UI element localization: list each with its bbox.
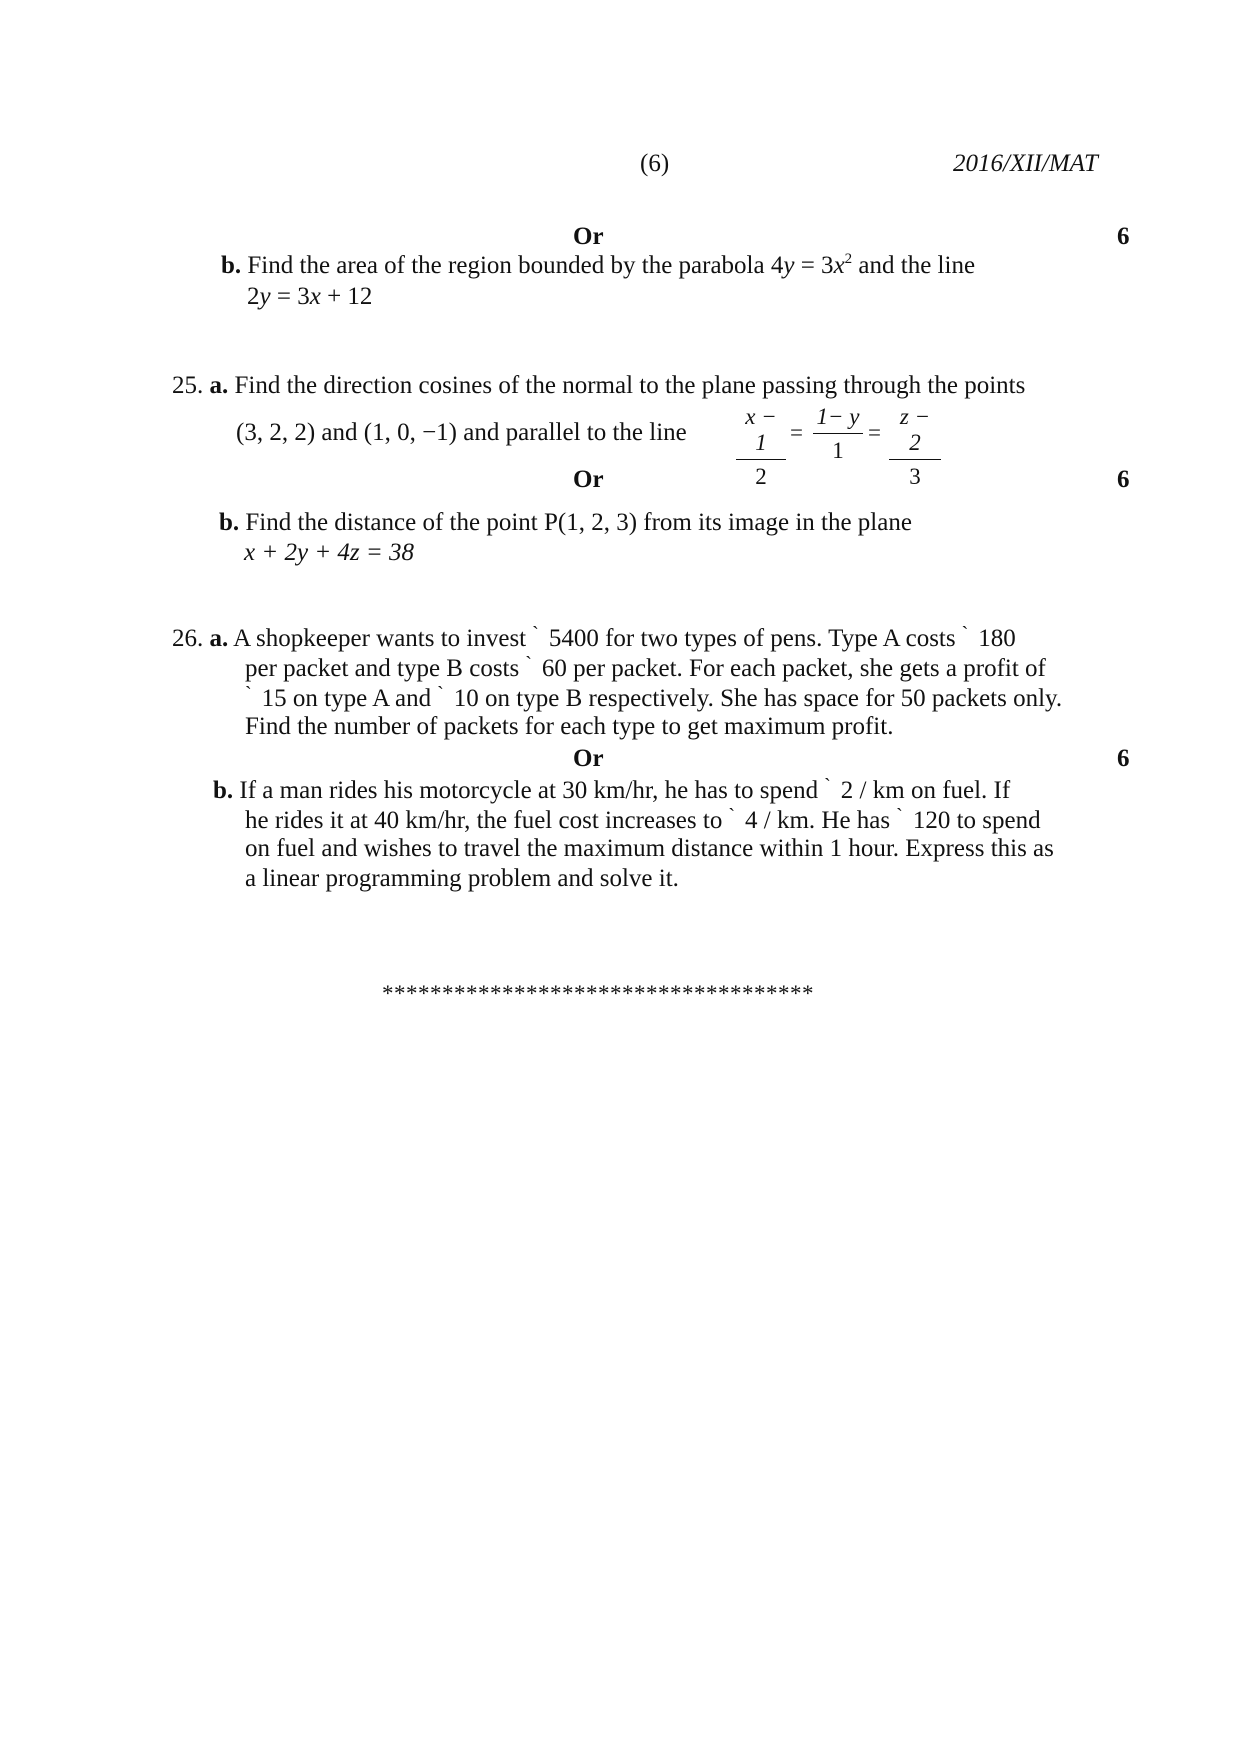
question-24b-line2 [247, 284, 372, 309]
or-label-24: Or [573, 223, 604, 250]
question-26a-line2 [245, 654, 1046, 681]
question-24b-line1 [221, 253, 975, 278]
equals-2: = [868, 420, 881, 445]
exponent: 2 [844, 251, 853, 267]
question-26b-line3: on fuel and wishes to travel the maximum distance within 1 hour. Express this as [245, 835, 1054, 862]
q24b-text: Find the area of the region bounded by the parabola 4 [247, 252, 784, 279]
var-y: y [783, 252, 795, 279]
equals-1: = [790, 420, 803, 445]
q25b-text: Find the distance of the point P(1, 2, 3) from its image in the plane [245, 509, 912, 536]
or-label-26: Or [573, 745, 604, 772]
q26a-text: A shopkeeper wants to invest [233, 625, 527, 652]
question-26a-line4: Find the number of packets for each type to get maximum profit. [245, 713, 894, 740]
fraction-2 [813, 404, 863, 464]
rupee-symbol: ` [532, 623, 539, 645]
q25a-text: Find the direction cosines of the normal to the plane passing through the points [234, 372, 1026, 399]
question-number: 26. [172, 625, 204, 652]
fraction-1-numerator: x − 1 [736, 404, 786, 460]
question-26a-line3 [245, 684, 1062, 711]
fraction-3-numerator: z − 2 [889, 404, 941, 460]
q26a-text: 10 on type B respectively. She has space for 50 packets only. [453, 685, 1063, 712]
fraction-3-denominator: 3 [909, 464, 921, 489]
q26a-text: per packet and type B costs [245, 655, 520, 682]
question-26a-line1 [172, 624, 1016, 651]
fraction-3 [889, 404, 941, 490]
q24b-text-end: and the line [852, 252, 976, 279]
question-26b-line4: a linear programming problem and solve it. [245, 865, 679, 892]
fraction-1-denominator: 2 [755, 464, 767, 489]
var-x: x [309, 283, 321, 310]
marks-26: 6 [1117, 745, 1130, 772]
q26a-text: 180 [978, 625, 1016, 652]
rupee-symbol: ` [961, 623, 969, 645]
rupee-symbol: ` [525, 653, 532, 675]
marks-24: 6 [1117, 223, 1130, 250]
q26b-text: 4 / km. He has [745, 807, 891, 834]
option-label: b. [219, 509, 240, 536]
const: + 12 [320, 283, 373, 310]
option-label: b. [213, 777, 234, 804]
question-26b-line1 [213, 776, 1010, 803]
option-label: a. [209, 625, 229, 652]
fraction-2-numerator: 1− y [813, 404, 863, 434]
question-26b-line2 [245, 806, 1041, 833]
fraction-2-denominator: 1 [832, 438, 844, 463]
page-number: (6) [640, 150, 670, 177]
var-x: x [833, 252, 845, 279]
paper-code: 2016/XII/MAT [953, 150, 1098, 177]
rupee-symbol: ` [896, 805, 903, 827]
rupee-symbol: ` [245, 683, 252, 705]
question-number: 25. [172, 372, 204, 399]
q26b-text: 2 / km on fuel. If [840, 777, 1011, 804]
rupee-symbol: ` [437, 683, 444, 705]
end-of-paper-stars: ************************************ [382, 981, 814, 1006]
rupee-symbol: ` [728, 805, 736, 827]
option-label: a. [209, 372, 229, 399]
question-25b-line1 [219, 510, 912, 535]
q26a-text: 5400 for two types of pens. Type A costs [548, 625, 956, 652]
coef: 2 [247, 283, 260, 310]
rupee-symbol: ` [824, 775, 831, 797]
q26a-text: 60 per packet. For each packet, she gets a profit of [541, 655, 1046, 682]
q26a-text: 15 on type A and [261, 685, 432, 712]
question-25a-line2: (3, 2, 2) and (1, 0, −1) and parallel to the line [236, 419, 687, 446]
q24b-eq: = 3 [794, 252, 834, 279]
question-25b-line2: x + 2y + 4z = 38 [244, 539, 415, 566]
marks-25: 6 [1117, 466, 1130, 493]
question-25a-line1 [172, 373, 1025, 398]
fraction-1 [736, 404, 786, 490]
q26b-text: he rides it at 40 km/hr, the fuel cost increases to [245, 807, 723, 834]
eq: = 3 [270, 283, 310, 310]
q26b-text: If a man rides his motorcycle at 30 km/hr, he has to spend [239, 777, 819, 804]
q26b-text: 120 to spend [912, 807, 1041, 834]
or-label-25: Or [573, 466, 604, 493]
option-label: b. [221, 252, 242, 279]
var-y: y [259, 283, 271, 310]
